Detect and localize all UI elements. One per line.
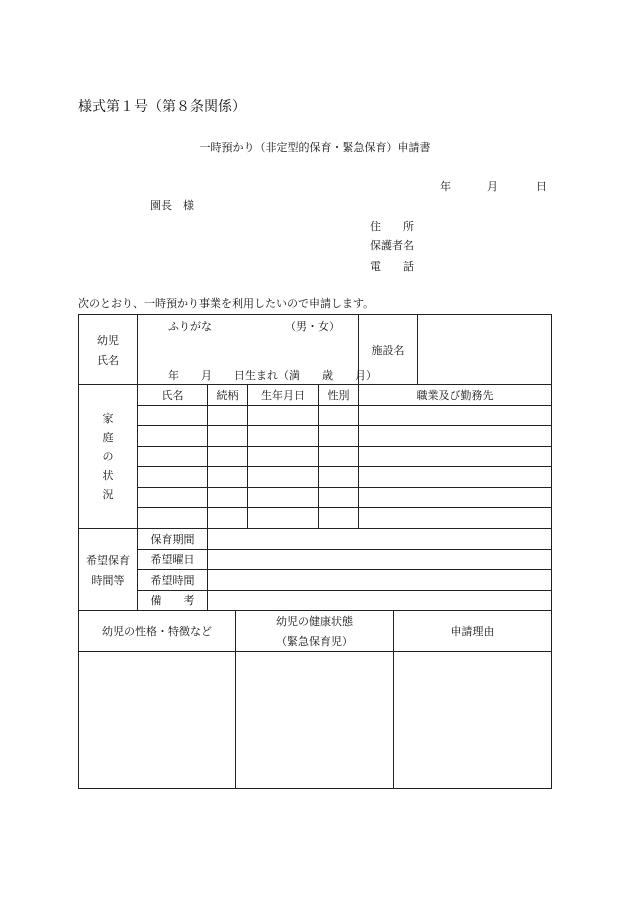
family-section-label: 家 庭 の 状 況 xyxy=(79,385,138,529)
date-year-label: 年 xyxy=(440,180,451,193)
addressee: 園長 様 xyxy=(150,199,194,212)
remarks-field[interactable] xyxy=(208,590,552,611)
phone-label: 電 話 xyxy=(370,260,414,273)
birth-date-label: 年 月 日生まれ（満 歳 月） xyxy=(168,369,377,382)
family-table xyxy=(78,384,552,529)
header-birthdate: 生年月日 xyxy=(248,385,319,406)
date-month-label: 月 xyxy=(487,180,498,193)
child-info-table xyxy=(78,314,552,385)
furigana-label: ふりがな xyxy=(168,320,212,333)
personality-field[interactable] xyxy=(79,652,236,789)
reason-field[interactable] xyxy=(394,652,552,789)
date-day-label: 日 xyxy=(536,180,547,193)
family-row xyxy=(79,467,552,488)
remarks-label: 備 考 xyxy=(138,590,208,611)
health-field[interactable] xyxy=(236,652,394,789)
form-number: 様式第１号（第８条関係） xyxy=(78,99,246,115)
family-row xyxy=(79,508,552,529)
family-row xyxy=(79,446,552,467)
personality-header: 幼児の性格・特徴など xyxy=(79,611,236,652)
details-table xyxy=(78,610,552,789)
preferred-days-label: 希望曜日 xyxy=(138,549,208,570)
family-row xyxy=(79,405,552,426)
care-period-field[interactable] xyxy=(208,529,552,550)
care-period-label: 保育期間 xyxy=(138,529,208,550)
header-occupation: 職業及び勤務先 xyxy=(359,385,552,406)
preferred-time-field[interactable] xyxy=(208,570,552,591)
health-header: 幼児の健康状態 （緊急保育児） xyxy=(236,611,394,652)
child-name-label: 幼児 氏名 xyxy=(79,315,138,385)
form-title: 一時預かり（非定型的保育・緊急保育）申請書 xyxy=(199,141,431,154)
preferred-days-field[interactable] xyxy=(208,549,552,570)
gender-select[interactable]: （男・女） xyxy=(285,320,340,333)
intro-text: 次のとおり、一時預かり事業を利用したいので申請します。 xyxy=(78,297,375,310)
guardian-name-label: 保護者名 xyxy=(370,239,414,252)
header-relationship: 続柄 xyxy=(208,385,248,406)
reason-header: 申請理由 xyxy=(394,611,552,652)
preferred-time-label: 希望時間 xyxy=(138,570,208,591)
preferred-section-label: 希望保育 時間等 xyxy=(79,529,138,611)
child-name-field[interactable] xyxy=(138,315,377,385)
preferred-care-table xyxy=(78,528,552,611)
header-name: 氏名 xyxy=(138,385,208,406)
facility-label: 施設名 xyxy=(359,315,418,385)
family-row xyxy=(79,487,552,508)
family-row xyxy=(79,426,552,447)
facility-field[interactable] xyxy=(418,315,552,385)
header-gender: 性別 xyxy=(319,385,359,406)
address-label: 住 所 xyxy=(370,220,414,233)
